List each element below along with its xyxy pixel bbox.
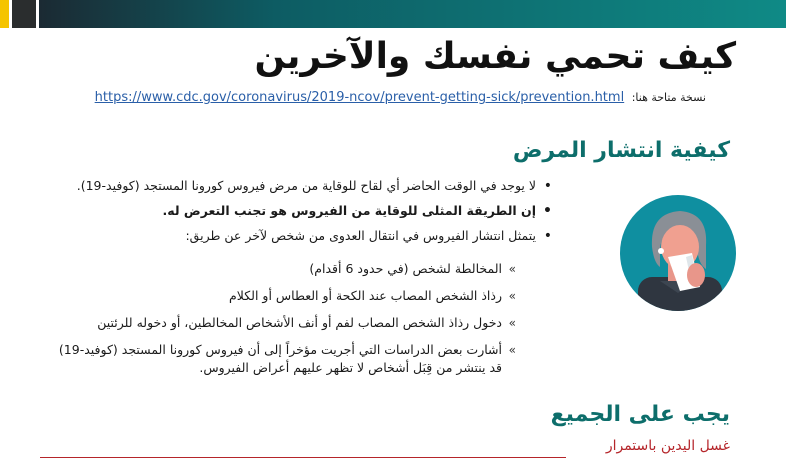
banner-yellow-block (0, 0, 9, 28)
list-item: • إن الطريقة المثلى للوقاية من الفيروس هو تجنب التعرض له. (52, 201, 552, 221)
sub-list-text: رذاذ الشخص المصاب عند الكحة أو العطاس أو الكلام (229, 288, 502, 303)
sub-bullet-list (46, 260, 516, 386)
list-item: • لا يوجد في الوقت الحاضر أي لقاح للوقاية من مرض فيروس كورونا المستجد (كوفيد-19). (52, 176, 552, 196)
section-heading-everyone: يجب على الجميع (550, 402, 730, 427)
list-item: • يتمثل انتشار الفيروس في انتقال العدوى من شخص لآخر عن طريق: (52, 226, 552, 246)
sub-bullet-marker: » (508, 316, 516, 330)
divider-line (40, 457, 566, 458)
sub-list-item (46, 287, 516, 305)
handwashing-item: غسل اليدين باستمرار (605, 438, 730, 454)
sub-list-text: أشارت بعض الدراسات التي أجريت مؤخراً إلى أن فيروس كورونا المستجد (كوفيد-19) قد ينتشر من قِبَل أشخاص لا تظهر عليهم أعراض الفيروس. (58, 342, 502, 375)
source-link[interactable]: https://www.cdc.gov/coronavirus/2019-ncov/prevent-getting-sick/prevention.html (94, 90, 625, 105)
section-heading-spread: كيفية انتشار المرض (512, 138, 730, 163)
sub-list-item (46, 341, 516, 377)
sub-list-text: دخول رذاذ الشخص المصاب لفم أو أنف الأشخاص المخالطين، أو دخوله للرئتين (97, 315, 502, 330)
sub-list-item (46, 314, 516, 332)
sub-bullet-marker: » (508, 343, 516, 357)
source-line (95, 90, 706, 105)
bullet-list (52, 176, 552, 251)
sub-list-item (46, 260, 516, 278)
sub-bullet-marker: » (508, 289, 516, 303)
sub-bullet-marker: » (508, 262, 516, 276)
page-title: كيف تحمي نفسك والآخرين (254, 36, 736, 77)
available-label: نسخة متاحة هنا: (631, 91, 706, 104)
top-banner (0, 0, 786, 28)
banner-dark-block (12, 0, 36, 28)
person-sneezing-into-tissue-icon (620, 195, 736, 311)
sub-list-text: المخالطة لشخص (في حدود 6 أقدام) (309, 261, 502, 276)
